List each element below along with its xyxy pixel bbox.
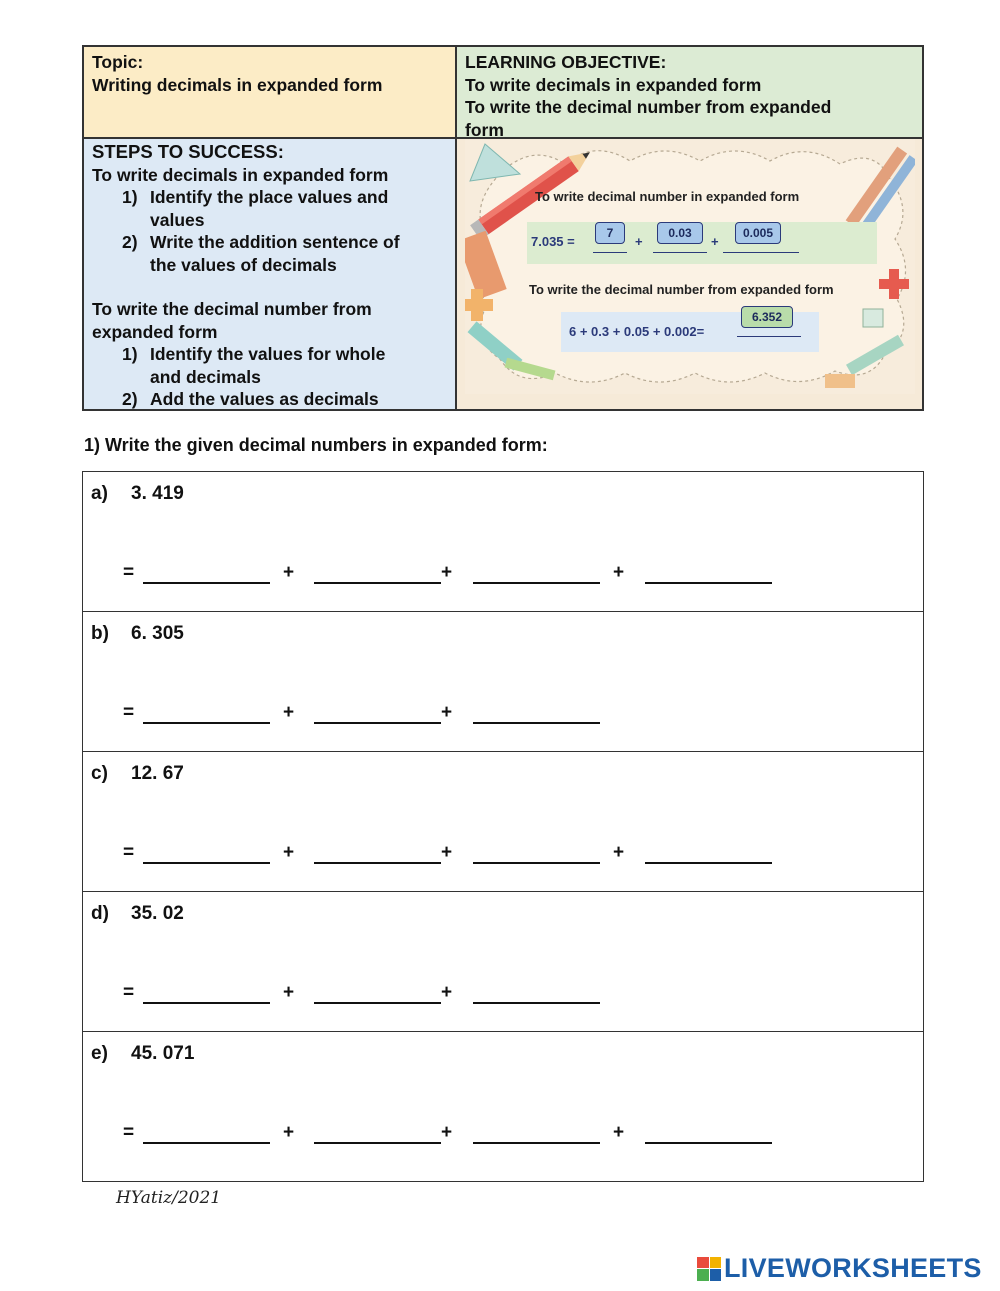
step-number: 2) [122, 232, 138, 252]
plus-sign: + [441, 1122, 453, 1143]
plus-sign: + [613, 562, 625, 583]
steps-title: STEPS TO SUCCESS: [92, 141, 284, 162]
step-text: Write the addition sentence of [150, 232, 400, 252]
topic-cell [83, 46, 456, 138]
step-text: Identify the place values and [150, 187, 389, 207]
question-row [83, 472, 923, 612]
answer-box: 6.352 [741, 306, 793, 328]
question-row [83, 1032, 923, 1181]
plus-sign: + [441, 562, 453, 583]
liveworksheets-brand[interactable] [697, 1253, 982, 1284]
question-label [91, 1043, 194, 1065]
answer-blank[interactable] [314, 1002, 441, 1004]
panel-1-number: 7.035 = [531, 234, 575, 249]
step-text: the values of decimals [150, 254, 337, 275]
plus-sign: + [711, 234, 719, 249]
topic-value: Writing decimals in expanded form [92, 74, 383, 95]
question-number: 6. 305 [131, 623, 184, 644]
logo-square-red [697, 1257, 709, 1269]
step-item [92, 231, 447, 276]
answer-blank[interactable] [143, 722, 270, 724]
question-row [83, 612, 923, 752]
answer-blank[interactable] [314, 1142, 441, 1144]
steps-section-2-title-line-1: To write the decimal number from [92, 299, 372, 319]
steps-section-1-title: To write decimals in expanded form [92, 164, 389, 185]
plus-sign: + [441, 982, 453, 1003]
logo-square-blue [710, 1269, 722, 1281]
plus-sign: + [283, 982, 295, 1003]
step-text: Identify the values for whole [150, 344, 386, 364]
answer-blank[interactable] [473, 1142, 600, 1144]
answer-box: 7 [595, 222, 625, 244]
answer-box: 0.03 [657, 222, 703, 244]
learning-objective-cell [456, 46, 923, 138]
question-label [91, 483, 184, 505]
plus-sign: + [283, 562, 295, 583]
illustration [465, 139, 915, 394]
decorative-background [465, 139, 915, 394]
equals-sign: = [123, 842, 135, 863]
equals-sign: = [123, 982, 135, 1003]
question-number: 3. 419 [131, 483, 184, 504]
plus-sign: + [441, 842, 453, 863]
objective-label: LEARNING OBJECTIVE: [465, 52, 667, 72]
equals-sign: = [123, 702, 135, 723]
liveworksheets-logo-icon [697, 1257, 721, 1281]
step-number: 1) [122, 344, 138, 364]
question-number: 35. 02 [131, 903, 184, 924]
answer-line [653, 252, 707, 253]
step-number: 1) [122, 187, 138, 207]
question-label [91, 763, 184, 785]
answer-blank[interactable] [314, 582, 441, 584]
answer-line [737, 336, 801, 337]
answer-line [723, 252, 799, 253]
question-row [83, 752, 923, 892]
answer-blank[interactable] [143, 1002, 270, 1004]
topic-label: Topic: [92, 52, 144, 72]
set-square-icon [470, 144, 520, 181]
equals-sign: = [123, 1122, 135, 1143]
answer-blank[interactable] [473, 1002, 600, 1004]
objective-line-2: To write the decimal number from expanded [465, 97, 832, 117]
plus-sign: + [283, 1122, 295, 1143]
answer-blank[interactable] [143, 862, 270, 864]
step-text: and decimals [150, 366, 261, 387]
answer-blank[interactable] [645, 862, 772, 864]
step-item [92, 388, 447, 410]
answer-line [593, 252, 627, 253]
brand-name: LIVEWORKSHEETS [724, 1253, 982, 1283]
panel-2-equation [561, 312, 819, 352]
steps-section-2-title-line-2: expanded form [92, 321, 218, 342]
logo-square-yellow [710, 1257, 722, 1269]
step-text: values [150, 209, 205, 230]
steps-to-success-cell [83, 138, 456, 410]
eraser-icon [863, 309, 883, 327]
answer-blank[interactable] [314, 862, 441, 864]
panel-2-expression: 6 + 0.3 + 0.05 + 0.002= [569, 324, 705, 339]
answer-box: 0.005 [735, 222, 781, 244]
answer-blank[interactable] [473, 862, 600, 864]
step-item [92, 343, 447, 388]
question-table [82, 471, 924, 1182]
illustration-cell [456, 138, 923, 410]
question-label [91, 623, 184, 645]
question-letter: a) [91, 483, 108, 504]
plus-sign: + [441, 702, 453, 723]
steps-section-2-title [92, 298, 447, 343]
question-letter: e) [91, 1043, 108, 1064]
header-table [82, 45, 924, 411]
question-number: 45. 071 [131, 1043, 195, 1064]
question-row [83, 892, 923, 1032]
panel-2-title: To write the decimal number from expanded form [529, 282, 834, 297]
question-title: 1) Write the given decimal numbers in expanded form: [84, 435, 548, 455]
logo-square-green [697, 1269, 709, 1281]
question-letter: d) [91, 903, 109, 924]
question-letter: b) [91, 623, 109, 644]
step-number: 2) [122, 389, 138, 409]
panel-1-title: To write decimal number in expanded form [535, 189, 800, 204]
author-signature: HYatiz/2021 [116, 1188, 222, 1208]
question-letter: c) [91, 763, 108, 784]
question-number: 12. 67 [131, 763, 184, 784]
answer-blank[interactable] [314, 722, 441, 724]
plus-sign: + [283, 842, 295, 863]
plus-sign: + [283, 702, 295, 723]
answer-blank[interactable] [645, 1142, 772, 1144]
panel-1-equation [527, 222, 877, 264]
answer-blank[interactable] [473, 582, 600, 584]
objective-line-3: form [465, 119, 504, 138]
answer-blank[interactable] [473, 722, 600, 724]
plus-sign: + [635, 234, 643, 249]
step-item [92, 186, 447, 231]
plus-sign: + [613, 842, 625, 863]
answer-blank[interactable] [143, 1142, 270, 1144]
eraser-icon [825, 374, 855, 388]
plus-sign: + [613, 1122, 625, 1143]
objective-line-1: To write decimals in expanded form [465, 74, 762, 95]
answer-blank[interactable] [143, 582, 270, 584]
equals-sign: = [123, 562, 135, 583]
answer-blank[interactable] [645, 582, 772, 584]
step-text: Add the values as decimals [150, 389, 379, 409]
question-label [91, 903, 184, 925]
